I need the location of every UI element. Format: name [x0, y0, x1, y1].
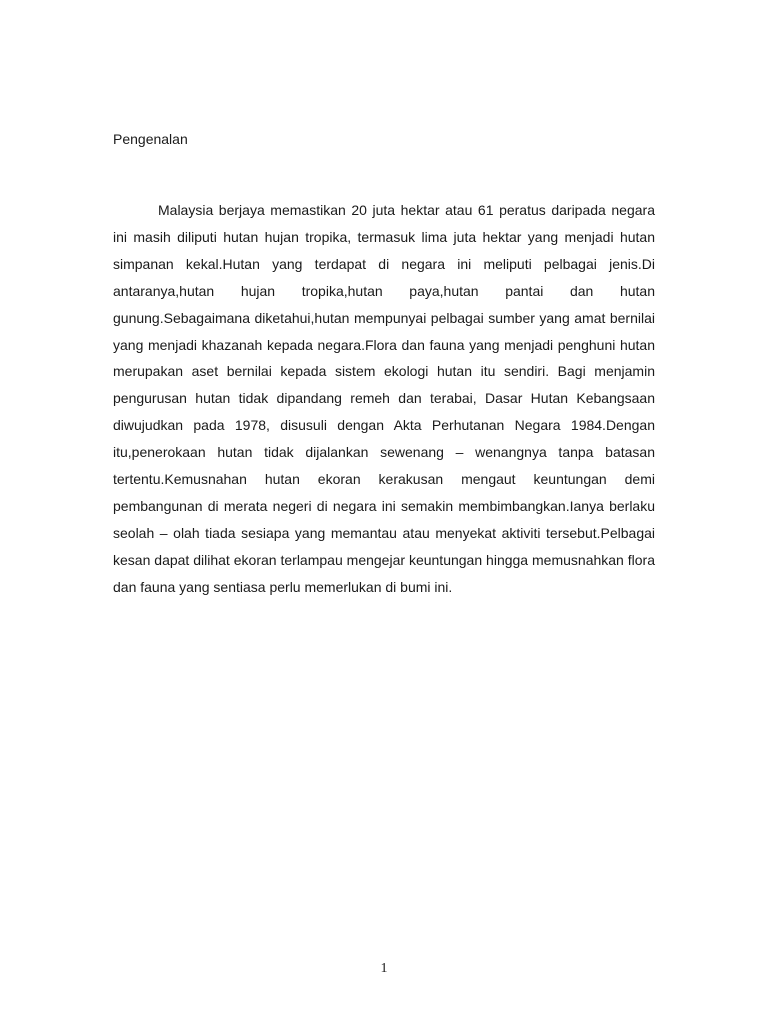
body-paragraph: Malaysia berjaya memastikan 20 juta hektar atau 61 peratus daripada negara ini masih diliputi hutan hujan tropika, termasuk lima juta hektar yang menjadi hutan simpanan kekal.Hutan yang terdapat di negara ini meliputi pelbagai jenis.Di antaranya,hutan hujan tropika,hutan paya,hutan pantai dan hutan gunung.Sebagaimana diketahui,hutan mempunyai pelbagai sumber yang amat bernilai yang menjadi khazanah kepada negara.Flora dan fauna yang menjadi penghuni hutan merupakan aset bernilai kepada sistem ekologi hutan itu sendiri. Bagi menjamin pengurusan hutan tidak dipandang remeh dan terabai, Dasar Hutan Kebangsaan diwujudkan pada 1978, disusuli dengan Akta Perhutanan Negara 1984.Dengan itu,penerokaan hutan tidak dijalankan sewenang – wenangnya tanpa batasan tertentu.Kemusnahan hutan ekoran kerakusan mengaut keuntungan demi pembangunan di merata negeri di negara ini semakin membimbangkan.Ianya berlaku seolah – olah tiada sesiapa yang memantau atau menyekat aktiviti tersebut.Pelbagai kesan dapat dilihat ekoran terlampau mengejar keuntungan hingga memusnahkan flora dan fauna yang sentiasa perlu memerlukan di bumi ini. — [113, 202, 655, 595]
page-number: 1 — [380, 961, 388, 976]
section-heading: Pengenalan — [113, 131, 188, 147]
